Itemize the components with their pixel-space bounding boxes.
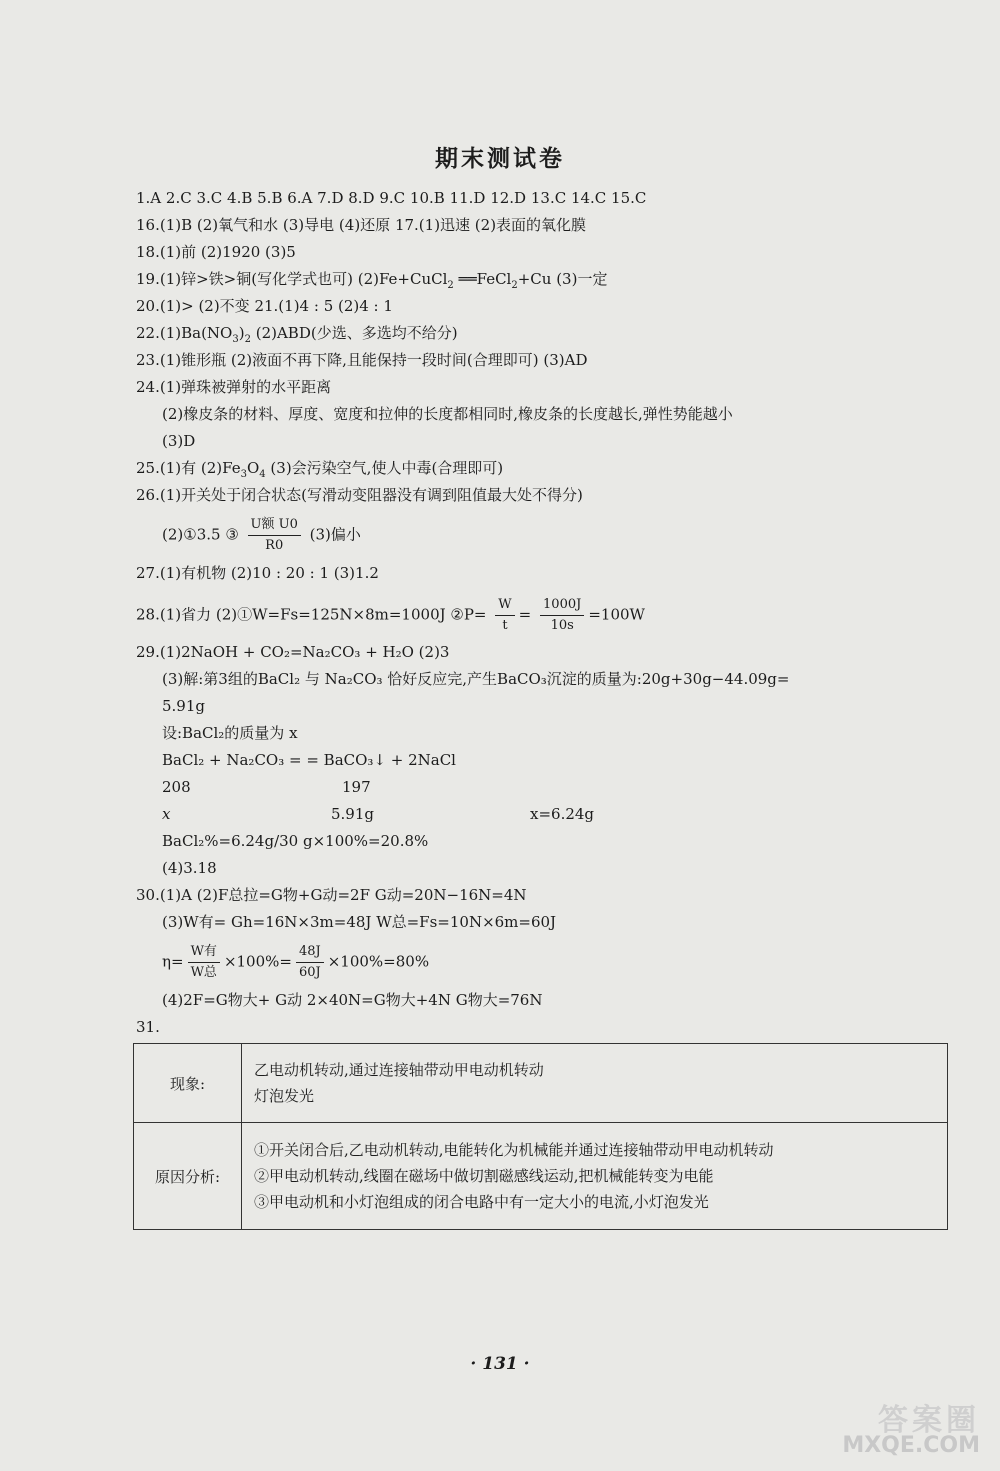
answer-line-q31: 31. [136, 1018, 160, 1036]
answer-line-q1-15: 1.A 2.C 3.C 4.B 5.B 6.A 7.D 8.D 9.C 10.B 11.D 12.D 13.C 14.C 15.C [136, 189, 647, 207]
answer-line-q22: $22.(1)Ba(NO_3)_2$ (2)ABD(少选、多选均不给分) [136, 324, 458, 345]
answer-line-q26-1: 26.(1)开关处于闭合状态(写滑动变阻器没有调到阻值最大处不得分) [136, 486, 583, 504]
table-row-phenomenon [134, 1044, 948, 1123]
answer-line-q29-5: BaCl₂ + Na₂CO₃ = = BaCO₃↓ + 2NaCl [162, 751, 456, 769]
answer-line-q29-8: BaCl₂%=6.24g/30 g×100%=20.8% [162, 832, 429, 850]
reason-content: ①开关闭合后,乙电动机转动,电能转化为机械能并通过连接轴带动甲电动机转动 ②甲电动机转动,线圈在磁场中做切割磁感线运动,把机械能转变为电能 ③甲电动机和小灯泡组成的闭合电路中有一定大小的电流,小灯泡发光 [242, 1123, 948, 1230]
answer-line-q29-1: 29.(1)2NaOH + CO₂=Na₂CO₃ + H₂O (2)3 [136, 643, 450, 661]
answer-line-q18: 18.(1)前 (2)1920 (3)5 [136, 243, 296, 261]
answer-line-q30-3: η= $\frac{\text{W有}}{\text{W总}}$ ×100%= $\frac{48J}{60J}$ ×100%=80% [162, 942, 429, 983]
answer-line-q29-3: 5.91g [162, 697, 206, 715]
answer-line-q29-7b: 5.91g [331, 805, 375, 823]
phenomenon-content: 乙电动机转动,通过连接轴带动甲电动机转动 灯泡发光 [242, 1044, 948, 1123]
q31-answer-table [133, 1043, 948, 1230]
table-row-reason [134, 1123, 948, 1230]
answer-line-q16-17: 16.(1)B (2)氧气和水 (3)导电 (4)还原 17.(1)迅速 (2)表面的氧化膜 [136, 216, 587, 234]
answer-line-q20-21: 20.(1)> (2)不变 21.(1)4 : 5 (2)4 : 1 [136, 297, 393, 315]
answer-line-q24-1: 24.(1)弹珠被弹射的水平距离 [136, 378, 332, 396]
watermark-logo [810, 1395, 980, 1465]
fraction-1000j-over-10s: $\frac{1000J}{10s}$ [540, 595, 584, 636]
reason-label: 原因分析: [134, 1123, 242, 1230]
answer-line-q19: 19.(1)锌>铁>铜(写化学式也可) (2)Fe+CuCl$_2$ ══FeCl$_2$+Cu (3)一定 [136, 270, 608, 291]
answer-line-q29-2: (3)解:第3组的BaCl₂ 与 Na₂CO₃ 恰好反应完,产生BaCO₃沉淀的质量为:20g+30g−44.09g= [162, 670, 790, 688]
fraction-w-useful-over-w-total: $\frac{\text{W有}}{\text{W总}}$ [188, 942, 220, 983]
answer-line-q24-3: (3)D [162, 432, 196, 450]
fraction-w-over-t: $\frac{W}{t}$ [495, 595, 514, 636]
answer-line-q30-2: (3)W有= Gh=16N×3m=48J W总=Fs=10N×6m=60J [162, 913, 557, 931]
answer-line-q29-4: 设:BaCl₂的质量为 x [162, 724, 298, 742]
answer-line-q23: 23.(1)锥形瓶 (2)液面不再下降,且能保持一段时间(合理即可) (3)AD [136, 351, 588, 369]
watermark-mark: 答案圈 [878, 1403, 980, 1438]
answer-line-q30-1: 30.(1)A (2)F总拉=G物+G动=2F G动=20N−16N=4N [136, 886, 527, 904]
answer-line-q24-2: (2)橡皮条的材料、厚度、宽度和拉伸的长度都相同时,橡皮条的长度越长,弹性势能越小 [162, 405, 733, 423]
answer-line-q29-7a: x [162, 805, 171, 823]
page-title: 期末测试卷 [435, 145, 565, 172]
phenomenon-label: 现象: [134, 1044, 242, 1123]
fraction-48j-over-60j: $\frac{48J}{60J}$ [296, 942, 324, 983]
answer-line-q25: 25.(1)有 $(2)Fe_3O_4$ (3)会污染空气,使人中毒(合理即可) [136, 459, 504, 480]
answer-line-q29-6a: 208 [162, 778, 191, 796]
answer-line-q29-7c: x=6.24g [530, 805, 595, 823]
fraction-q26: $\frac{\text{U额 U0}}{R0}$ [248, 515, 301, 556]
page-number: · 131 · [470, 1354, 530, 1374]
answer-line-q29-9: (4)3.18 [162, 859, 217, 877]
answer-line-q26-2: (2)①3.5 ③ $\frac{\text{U额 U0}}{R0}$ (3)偏小 [162, 515, 361, 556]
answer-line-q27: 27.(1)有机物 (2)10 : 20 : 1 (3)1.2 [136, 564, 379, 582]
answer-line-q30-4: (4)2F=G物大+ G动 2×40N=G物大+4N G物大=76N [162, 991, 543, 1009]
answer-line-q28: 28.(1)省力 (2)①W=Fs=125N×8m=1000J ②P= $\frac{W}{t}$ = $\frac{1000J}{10s}$ =100W [136, 595, 645, 636]
answer-line-q29-6b: 197 [342, 778, 371, 796]
watermark-url: MXQE.COM [842, 1433, 980, 1458]
